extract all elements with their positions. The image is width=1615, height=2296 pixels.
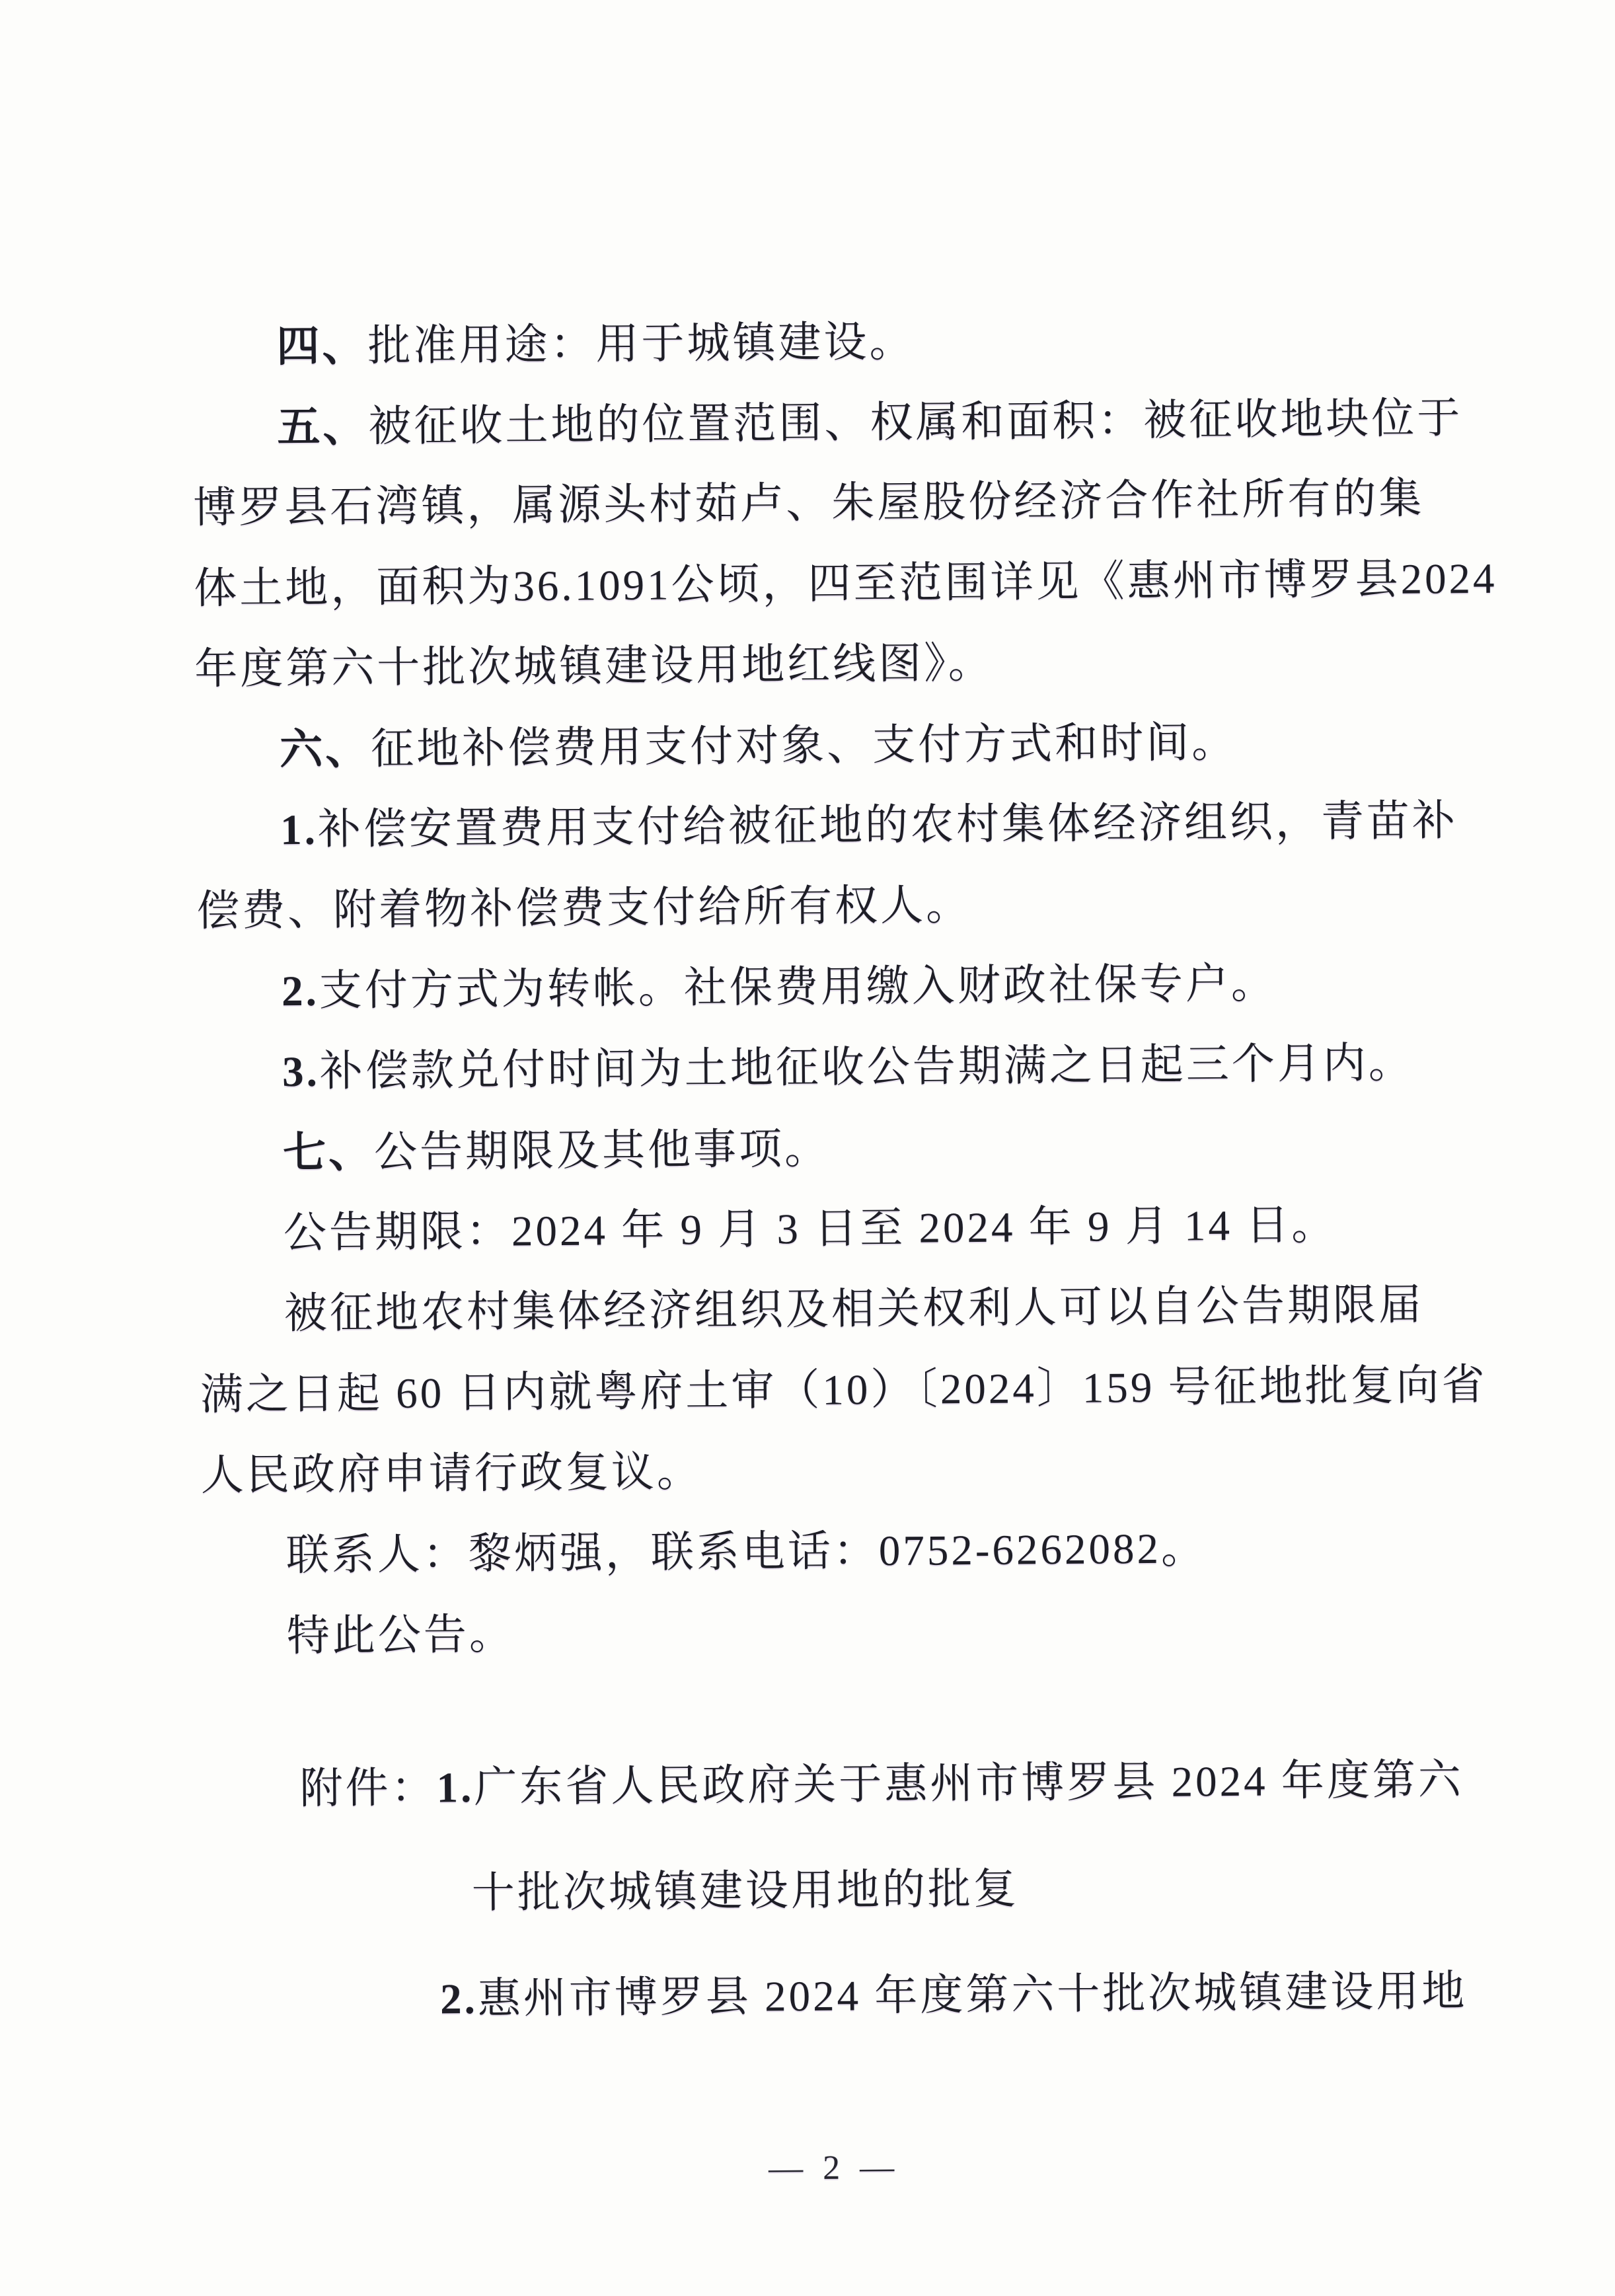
page-footer [206,2143,1458,2192]
line-text: 满之日起 60 日内就粤府土审（10）〔2024〕159 号征地批复向省 [200,1361,1487,1420]
line-lead: 六、 [279,724,371,774]
line-text: 博罗县石湾镇，属源头村茹卢、朱屋股份经济合作社所有的集 [193,475,1425,533]
page-number: 2 [822,2149,842,2187]
line-lead: 2. [281,967,320,1016]
paragraph-line [201,1506,1453,1597]
line-text: 特此公告。 [286,1611,515,1661]
paragraph-line [202,1587,1454,1677]
line-text: 偿费、附着物补偿费支付给所有权人。 [196,882,972,936]
line-text: 补偿安置费用支付给被征地的农村集体经济组织，青苗补 [317,797,1458,854]
line-lead: 七、 [282,1128,375,1177]
attachment-block [203,1727,1468,2054]
line-text: 被征地农村集体经济组织及相关权利人可以自公告期限届 [283,1281,1425,1338]
line-lead: 3. [282,1048,320,1096]
paragraph-line [195,700,1447,790]
attachment-number: 1. [436,1763,474,1812]
paragraph-line [198,1103,1450,1194]
attachment-line [203,1727,1464,1843]
paragraph-line [193,458,1445,549]
attachment-number: 2. [439,1975,478,2024]
announcement-text [192,297,1497,1677]
paragraph-line [199,1184,1451,1274]
paragraph-line [194,619,1446,710]
line-text: 年度第六十批次城镇建设用地红线图》。 [194,639,995,694]
line-text: 体土地，面积为36.1091公顷，四至范围详见《惠州市博罗县2024 [194,555,1497,613]
attachment-label: 附件： [299,1764,437,1814]
footer-dash-right: — [859,2149,896,2187]
paragraph-line [200,1426,1452,1516]
paragraph-line [198,1022,1450,1113]
footer-dash-left: — [768,2149,805,2188]
line-text: 公告期限：2024 年 9 月 3 日至 2024 年 9 月 14 日。 [283,1201,1337,1258]
paragraph-line [199,1264,1451,1355]
line-text: 征地补偿费用支付对象、支付方式和时间。 [370,718,1238,774]
paragraph-line [192,377,1463,468]
line-text: 公告期限及其他事项。 [373,1125,831,1177]
attachment-line [204,1833,1456,1948]
attachment-text: 十批次城镇建设用地的批复 [471,1865,1020,1918]
line-text: 支付方式为转帐。社保费用缴入财政社保专户。 [319,960,1277,1015]
paragraph-line [197,942,1449,1032]
attachment-text: 广东省人民政府关于惠州市博罗县 2024 年度第六 [474,1756,1464,1812]
line-lead: 五、 [277,402,369,451]
attachment-text: 惠州市博罗县 2024 年度第六十批次城镇建设用地 [477,1968,1468,2023]
line-text: 补偿款兑付时间为土地征收公告期满之日起三个月内。 [319,1039,1415,1096]
paragraph-line [200,1345,1487,1435]
line-text: 联系人：黎炳强，联系电话：0752-6262082。 [285,1525,1207,1580]
paragraph-line [194,539,1497,629]
line-lead: 1. [280,806,319,855]
line-text: 人民政府申请行政复议。 [200,1448,703,1500]
paragraph-line [192,297,1444,387]
line-text: 被征收土地的位置范围、权属和面积：被征收地块位于 [368,395,1463,451]
paragraph-line [196,861,1448,952]
line-lead: 四、 [276,321,368,371]
line-text: 批准用途：用于城镇建设。 [367,318,915,371]
paragraph-line [196,781,1458,871]
attachment-line [204,1938,1468,2054]
